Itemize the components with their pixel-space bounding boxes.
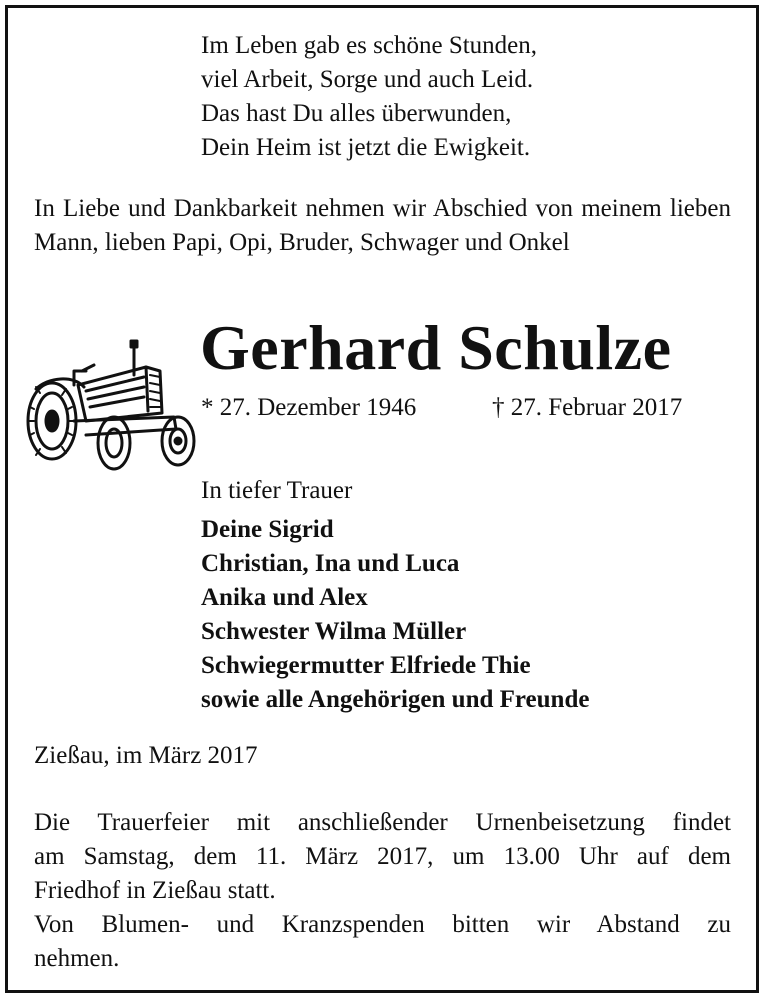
mourner-entry: Christian, Ina und Luca: [201, 550, 460, 577]
mourners-list: [201, 513, 589, 717]
intro-text: In Liebe und Dankbarkeit nehmen wir Abschied von meinem lieben Mann, lieben Papi, Opi, Bruder, Schwager und Onkel: [34, 195, 731, 256]
mourner-entry: sowie alle Angehörigen und Freunde: [201, 686, 590, 713]
deceased-name: Gerhard Schulze: [200, 312, 672, 383]
service-line: Die Trauerfeier mit anschließender Urnenbeisetzung findet: [34, 809, 731, 836]
service-info: [34, 806, 731, 976]
service-line: nehmen.: [34, 945, 120, 972]
life-dates: [201, 391, 683, 425]
service-line: Friedhof in Zießau statt.: [34, 877, 276, 904]
tractor-icon: [26, 337, 200, 475]
mourning-label: In tiefer Trauer: [201, 477, 353, 504]
service-line: Von Blumen- und Kranzspenden bitten wir Abstand zu: [34, 911, 731, 938]
poem-line: Dein Heim ist jetzt die Ewigkeit.: [201, 134, 531, 161]
mourner-entry: Anika und Alex: [201, 584, 368, 611]
mourner-entry: Deine Sigrid: [201, 516, 334, 543]
mourner-entry: Schwester Wilma Müller: [201, 618, 467, 645]
birth-date: * 27. Dezember 1946: [201, 394, 417, 421]
mourner-entry: Schwiegermutter Elfriede Thie: [201, 652, 531, 679]
poem-line: Im Leben gab es schöne Stunden,: [201, 32, 538, 59]
poem: [201, 29, 537, 165]
service-line: am Samstag, dem 11. März 2017, um 13.00 Uhr auf dem: [34, 843, 731, 870]
poem-line: Das hast Du alles überwunden,: [201, 100, 512, 127]
place-date: Zießau, im März 2017: [34, 742, 258, 769]
death-date: † 27. Februar 2017: [492, 394, 683, 421]
poem-line: viel Arbeit, Sorge und auch Leid.: [201, 66, 534, 93]
